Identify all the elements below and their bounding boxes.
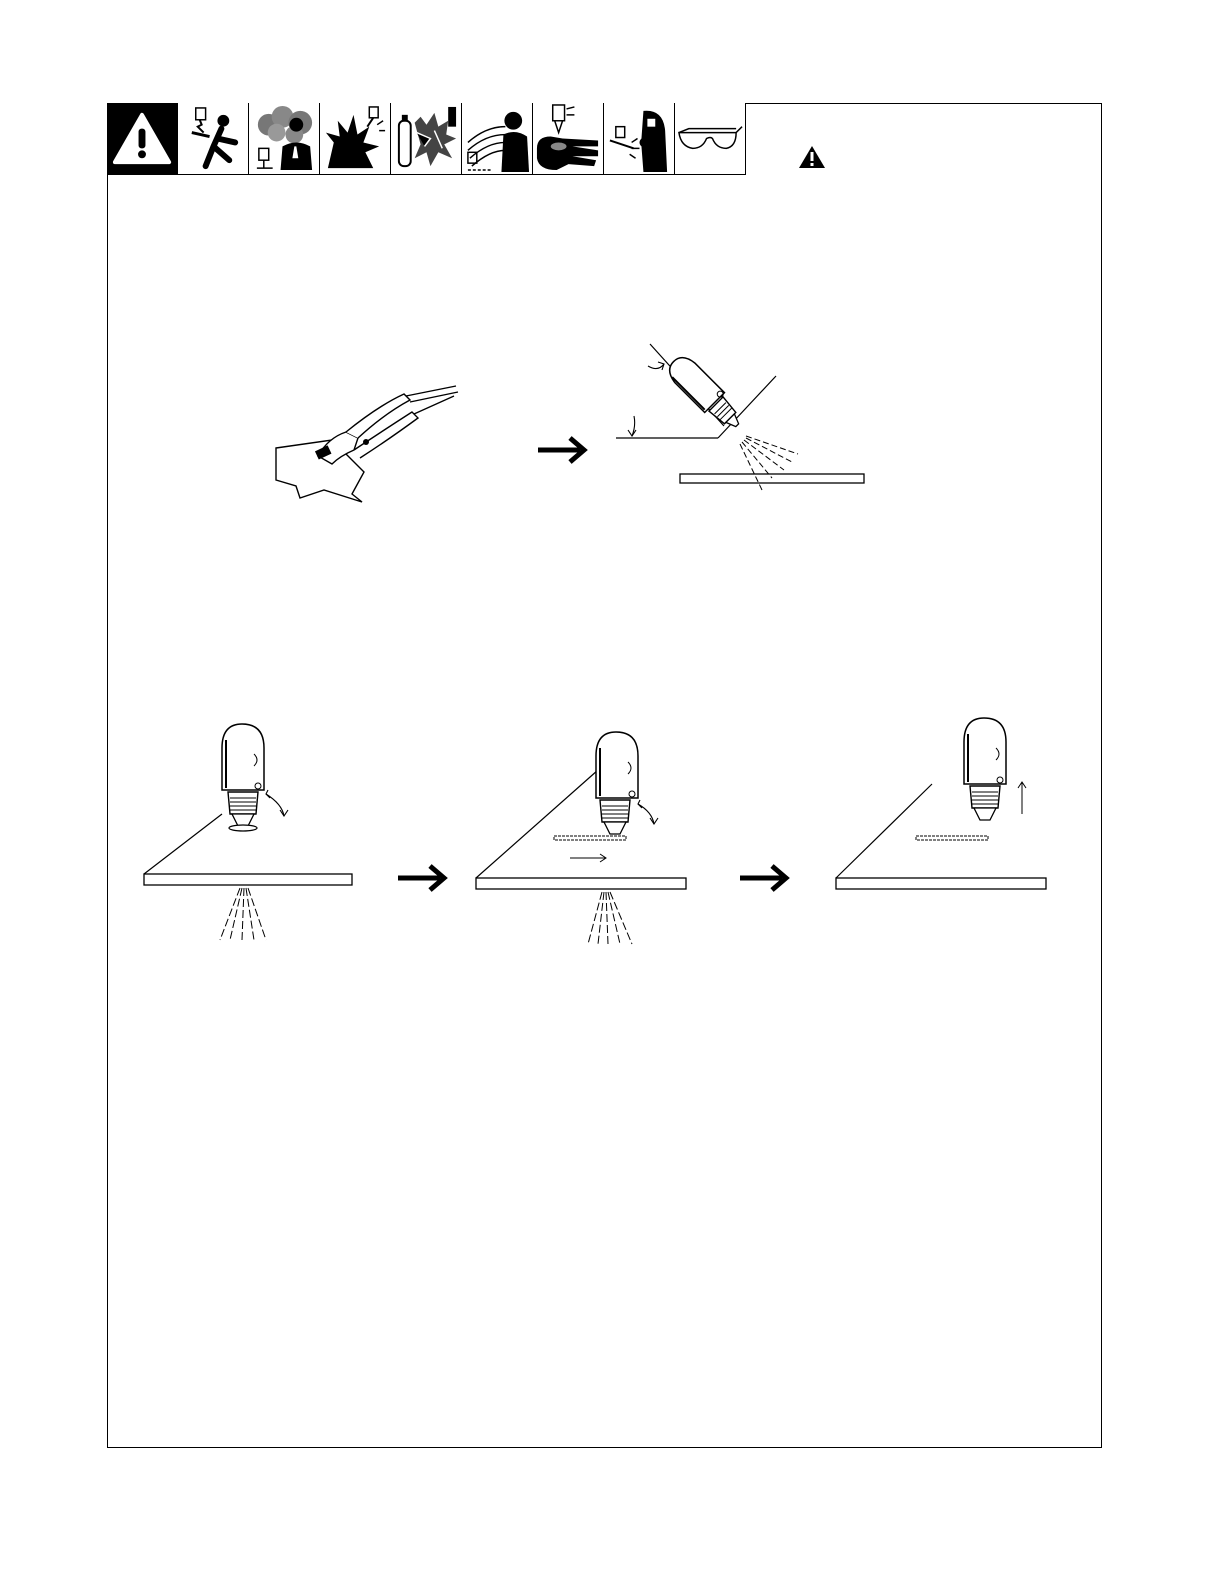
safety-glasses-icon <box>675 103 746 175</box>
face-shield-icon <box>604 103 675 175</box>
next-step-arrow-icon <box>738 862 792 894</box>
torch-traveling-cut-figure <box>474 728 688 948</box>
torch-at-angle-figure <box>612 340 872 496</box>
cylinder-explosion-icon <box>391 103 462 175</box>
hazard-icon-strip <box>107 103 746 175</box>
torch-lift-finish-figure <box>834 714 1050 896</box>
fumes-gases-icon <box>249 103 320 175</box>
next-step-arrow-icon <box>396 862 450 894</box>
hot-parts-burn-icon <box>533 103 604 175</box>
torch-pierce-start-figure <box>142 720 356 942</box>
arc-explosion-icon <box>320 103 391 175</box>
warning-triangle-icon <box>798 145 826 169</box>
arc-rays-radiation-icon <box>462 103 533 175</box>
warning-triangle-icon <box>107 103 178 175</box>
electric-shock-icon <box>178 103 249 175</box>
next-step-arrow-icon <box>536 434 590 466</box>
clamp-on-workpiece-figure <box>268 382 466 506</box>
